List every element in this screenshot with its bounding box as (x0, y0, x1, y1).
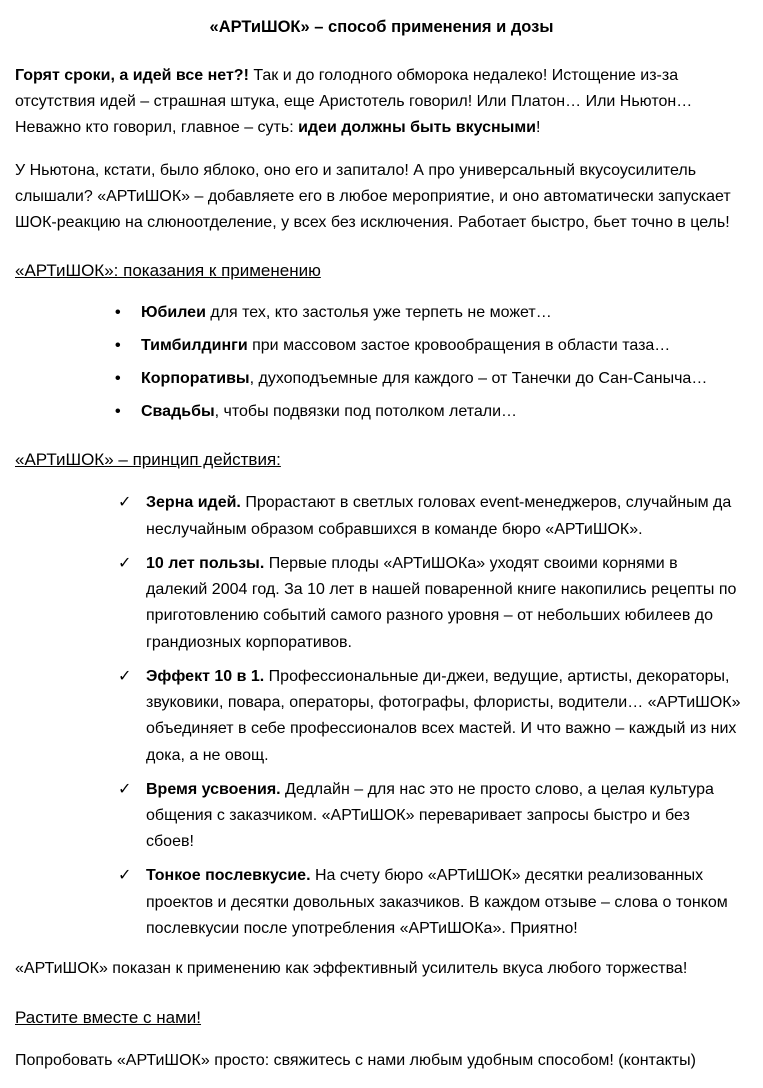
list-item-rest: Профессиональные ди-джеи, ведущие, артисты, декораторы, звуковики, повара, операторы, фотографы, флористы, водители… «АРТиШОК» объединяет в себе профессионалов всех мастей. И что важно – каждый из них дока, а не овощ. (146, 667, 741, 764)
intro-text-end: ! (535, 118, 541, 136)
list-item-rest: при массовом застое кровообращения в области таза… (247, 337, 671, 355)
bullet-icon: • (115, 403, 121, 421)
list-item-rest: , духоподъемные для каждого – от Танечки до Сан-Саныча… (249, 370, 708, 388)
list-item (118, 777, 742, 856)
bullet-icon: • (115, 304, 121, 322)
list-item (115, 334, 748, 358)
list-item-rest: , чтобы подвязки под потолком летали… (214, 403, 518, 421)
grow-heading: Растите вместе с нами! (15, 1008, 202, 1028)
bullet-icon: • (115, 370, 121, 388)
list-item-rest: для тех, кто застолья уже терпеть не может… (205, 304, 552, 322)
list-item-text (146, 777, 742, 856)
list-item (118, 490, 742, 542)
indications-list (15, 301, 748, 424)
list-item (118, 551, 742, 656)
list-item (115, 301, 748, 325)
intro-paragraph (15, 63, 748, 141)
checkmark-icon: ✓ (118, 554, 132, 572)
list-item-keyword: 10 лет пользы. (146, 554, 265, 572)
list-item-text (141, 334, 748, 358)
intro-bold-tagline: идеи должны быть вкусными (298, 118, 536, 136)
intro-bold-lead: Горят сроки, а идей все нет?! (15, 67, 249, 84)
second-paragraph: У Ньютона, кстати, было яблоко, оно его и запитало! А про универсальный вкусоусилитель слышали? «АРТиШОК» – добавляете его в любое мероприятие, и оно автоматически запускает ШОК-реакцию на слюноотделение, у всех без исключения. Работает быстро, бьет точно в цель! (15, 161, 731, 231)
list-item-keyword: Корпоративы (141, 370, 250, 388)
list-item-keyword: Тимбилдинги (141, 337, 248, 355)
list-item-rest: Дедлайн – для нас это не просто слово, а целая культура общения с заказчиком. «АРТиШОК» переваривает запросы быстро и без сбоев! (146, 780, 714, 851)
list-item-text (146, 490, 742, 542)
list-item-keyword: Юбилеи (141, 304, 206, 322)
list-item-keyword: Эффект 10 в 1. (146, 667, 265, 685)
list-item-text (146, 551, 742, 656)
list-item-rest: Прорастают в светлых головах event-менеджеров, случайным да неслучайным образом собравшихся в команде бюро «АРТиШОК». (146, 494, 732, 538)
list-item-keyword: Зерна идей. (146, 494, 241, 512)
list-item-rest: Первые плоды «АРТиШОКа» уходят своими корнями в далекий 2004 год. За 10 лет в нашей поваренной книге накопились рецепты по приготовлению событий самого разного уровня – от небольших юбилеев до грандиозных корпоративов. (146, 554, 737, 651)
list-item-text (146, 664, 742, 769)
checkmark-icon: ✓ (118, 667, 132, 685)
indications-heading: «АРТиШОК»: показания к применению (15, 261, 321, 281)
list-item (115, 367, 748, 391)
document-title: «АРТиШОК» – способ применения и дозы (209, 18, 554, 36)
list-item-keyword: Время усвоения. (146, 780, 281, 798)
checkmark-icon: ✓ (118, 867, 132, 885)
list-item-text (141, 301, 748, 325)
summary-paragraph: «АРТиШОК» показан к применению как эффективный усилитель вкуса любого торжества! (15, 960, 688, 978)
principle-heading: «АРТиШОК» – принцип действия: (15, 450, 281, 470)
list-item (118, 664, 742, 769)
list-item-text (146, 863, 742, 942)
list-item-text (141, 400, 748, 424)
list-item-keyword: Свадьбы (141, 403, 215, 421)
list-item (118, 863, 742, 942)
list-item-text (141, 367, 748, 391)
list-item (115, 400, 748, 424)
principle-list (15, 490, 748, 942)
checkmark-icon: ✓ (118, 780, 132, 798)
contact-paragraph: Попробовать «АРТиШОК» просто: свяжитесь с нами любым удобным способом! (контакты) (15, 1052, 696, 1070)
checkmark-icon: ✓ (118, 494, 132, 512)
intro-text: Так и до голодного обморока недалеко! Истощение из-за отсутствия идей – страшная штука, еще Аристотель говорил! Или Платон… Или Ньютон… Неважно кто говорил, главное – суть: (15, 67, 693, 136)
list-item-rest: На счету бюро «АРТиШОК» десятки реализованных проектов и десятки довольных заказчиков. В каждом отзыве – слова о тонком послевкусии после употребления «АРТиШОКа». Приятно! (146, 867, 728, 937)
list-item-keyword: Тонкое послевкусие. (146, 867, 311, 885)
bullet-icon: • (115, 337, 121, 355)
